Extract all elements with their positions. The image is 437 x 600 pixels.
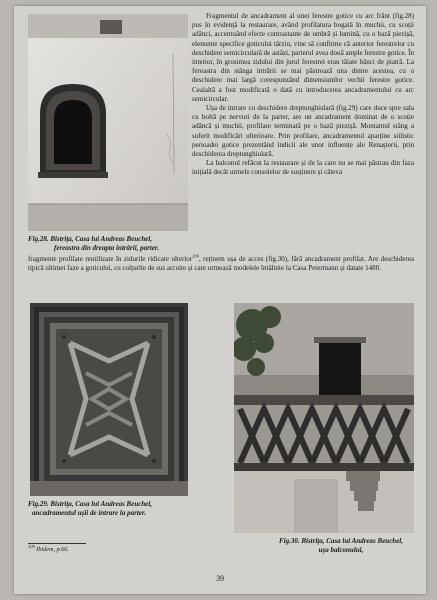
figure-28-caption — [28, 235, 198, 252]
text-after-footnote: , reținem ușa de acces (fig.30), fără ancadrament profilat. Are deschiderea tipică ultimei faze a goticului, cu colțurile de sus arcuite și care urmează modelele întâlnite la Casa Petermann și datate 1480. — [28, 255, 415, 273]
figure-30-caption — [256, 537, 426, 554]
book-page — [14, 6, 426, 594]
caption-line: Fig.29. Bistrița, Casa lui Andreas Beuchel, — [28, 500, 153, 508]
figure-29-photo — [30, 303, 188, 496]
footnote-text: Ibidem, p.66. — [34, 546, 69, 553]
body-text-wide — [28, 255, 414, 273]
caption-line: Fig.28. Bistrița, Casa lui Andreas Beuchel, — [28, 235, 153, 243]
caption-line: Fig.30. Bistrița, Casa lui Andreas Beuchel, — [278, 537, 403, 545]
caption-line: ancadramentul ușii de intrare la parter. — [32, 508, 146, 517]
figure-30-photo — [234, 303, 414, 533]
paragraph: Fragmentul de ancadrament al unei ferestre gotice cu arc frânt (fig.28) pus în evidență la restaurare, având profilatura bogată în muchii, cu scoții adânci, accentuând efecte contrastante de umbră și lumină, cu o bază piezișă, elemente specifice goticului târziu, vine să confirme că anterior ferestrelor cu deschidere semicirculară de astăzi, parterul avea două ample ferestre gotice. În interior, în grosimea zidului din jurul ferestrei erau tăiate bănci de piatră. La fereastra din stânga intrării se mai păstrează una dintre acestea, cu o deschidere mai largă corespunzând dimensiunilor vechii ferestre gotice. Cealaltă a fost modificată o dată cu introducerea ancadramentului cu arc semicircular. — [192, 12, 414, 103]
text-before-footnote: fragmente profilate reutilizate în zidurile ridicate ulterior — [28, 255, 193, 263]
paragraph: Ușa de intrare cu deschidere dreptunghiulară (fig.29) care duce spre sala cu boltă pe nervuri de la parter, are un ancadrament dominat de o scoție adâncă și muchii, profilare terminată pe o bază piezișă. Montantul stâng a suferit modificări ulterioare. Prin profilare, ancadramentul aparține stilistic perioadei gotice prezentând indicii ale unor influențe ale Renașterii, prin deschiderea dreptunghiulară. — [192, 104, 414, 159]
caption-line: ușa balconului, — [318, 545, 364, 554]
footnote-reference: 209 — [192, 253, 199, 259]
page-number: 39 — [216, 574, 224, 583]
figure-28-photo — [28, 14, 188, 231]
footnote — [28, 543, 69, 553]
paragraph: La balconul refăcut la restaurare și de la care nu se mai păstrau din faza inițială decât urmele consolelor de susținere și câteva — [192, 159, 414, 177]
figure-29-caption — [28, 500, 203, 517]
footnote-rule — [28, 543, 86, 544]
caption-line: fereastra din dreapta intrării, parter. — [54, 243, 160, 252]
body-text-column — [192, 12, 414, 178]
footnote-mark: 209 — [28, 543, 35, 549]
